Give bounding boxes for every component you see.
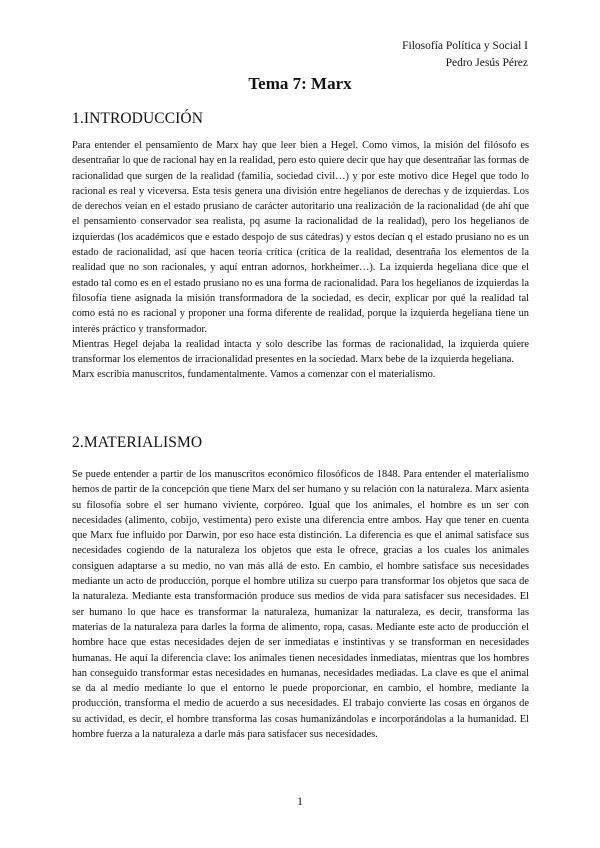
paragraph: Mientras Hegel dejaba la realidad intacta y solo describe las formas de racionalidad, la izquierda quiere transformar los elementos de irracionalidad presentes en la sociedad. Marx bebe de la izquierda hegeliana.	[72, 338, 529, 366]
section-body-introduccion	[72, 138, 529, 383]
section-body-materialismo	[72, 467, 529, 742]
page-header	[402, 38, 528, 72]
paragraph: Se puede entender a partir de los manuscritos económico filosóficos de 1848. Para entender el materialismo hemos de partir de la concepción que tiene Marx del ser humano y su relación con la naturaleza. Marx asienta su filosofía sobre el ser humano viviente, corpóreo. Igual que los animales, el hombre es un ser con necesidades (alimento, cobijo, vestimenta) pero existe una diferencia entre ambos. Hay que tener en cuenta que Marx fue influido por Darwin, por eso hace esta distinción. La diferencia es que el animal satisface sus necesidades cogiendo de la naturaleza los objetos que esta le ofrece, gracias a los cuales los animales consiguen adaptarse a su medio, no van más allá de esto. En cambio, el hombre satisface sus necesidades mediante un acto de producción, porque el hombre utiliza su cuerpo para transformar los objetos que saca de la naturaleza. Mediante esta transformación produce sus medios de vida para satisfacer sus necesidades. El ser humano lo que hace es transformar la naturaleza, humanizar la naturaleza, es decir, transforma las materias de la naturaleza para darles la forma de alimento, ropa, casas. Mediante este acto de producción el hombre hace que estas necesidades dejen de ser inmediatas e instintivas y se transforman en necesidades humanas. He aquí la diferencia clave: los animales tienen necesidades inmediatas, mientras que los hombres han conseguido transformar estas necesidades en humanas, necesidades mediadas. La clave es que el animal se da al medio mediante lo que el entorno le puede proporcionar, en cambio, el hombre, mediante la producción, transforma el medio de acuerdo a sus necesidades. El trabajo convierte las cosas en órganos de su actividad, es decir, el hombre transforma las cosas humanizándolas e incorporándolas a la humanidad. El hombre fuerza a la naturaleza a darle más para satisfacer sus necesidades.	[72, 469, 529, 741]
paragraph: Para entender el pensamiento de Marx hay que leer bien a Hegel. Como vimos, la misión del filósofo es desentrañar lo que de racional hay en la realidad, pero esto quiere decir que hay que desentrañar las formas de racionalidad que surgen de la realidad (familia, sociedad civil…) y por este motivo dice Hegel que todo lo racional es real y viceversa. Esta tesis genera una división entre hegelianos de derechas y de izquierdas. Los de derechos veían en el estado prusiano de carácter autoritario una realización de la racionalidad (de ahí que el pensamiento conservador sea realista, pq asume la racionalidad de la realidad), pero los hegelianos de izquierdas (los académicos que e estado despojo de sus cátedras) y estos decían q el estado prusiano no es un estado de racionalidad, así que hacen teoría crítica (crítica de la realidad, desentraña los elementos de la realidad que no son racionales, y aquí entran adornos, horkheimer…). La izquierda hegeliana dice que el estado tal como es en el estado prusiano no es una forma de racionalidad. Para los hegelianos de izquierdas la filosofía tiene asignada la misión transformadora de la sociedad, es decir, explicar por qué la realidad tal como está no es racional y proponer una forma diferente de realidad, porque la izquierda hegeliana tiene un interés práctico y transformador.	[72, 140, 529, 335]
paragraph: Marx escribía manuscritos, fundamentalmente. Vamos a comenzar con el materialismo.	[72, 369, 436, 381]
header-author: Pedro Jesús Pérez	[445, 57, 528, 69]
page-number: 1	[297, 794, 303, 808]
document-title: Tema 7: Marx	[248, 74, 352, 93]
header-course: Filosofía Política y Social I	[402, 40, 528, 52]
section-heading-materialismo: 2.MATERIALISMO	[72, 434, 203, 451]
section-heading-introduccion: 1.INTRODUCCIÓN	[72, 110, 203, 127]
